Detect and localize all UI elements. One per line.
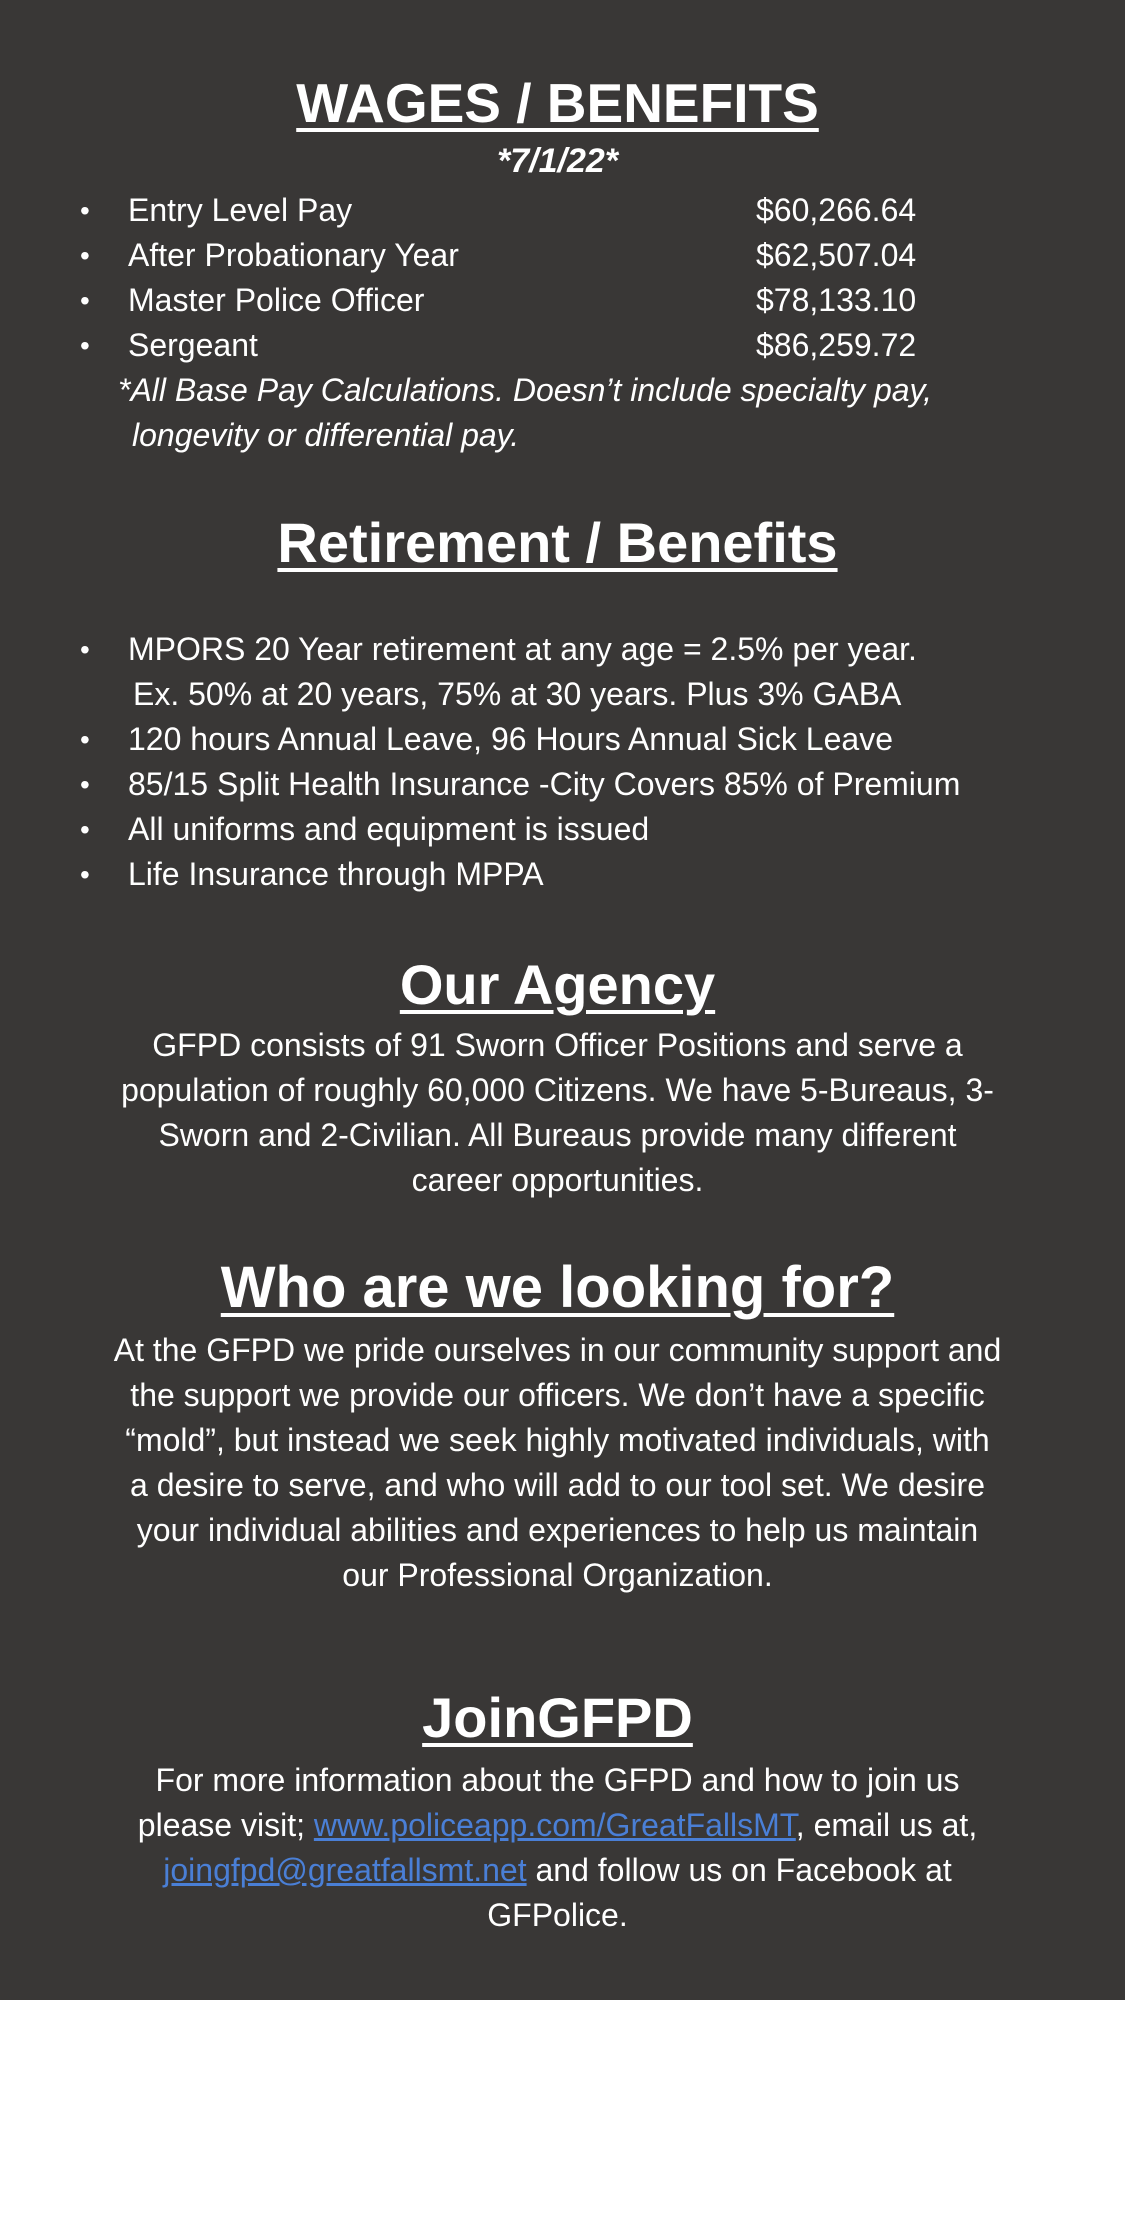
note-line: *All Base Pay Calculations. Doesn’t include specialty pay,	[118, 372, 933, 408]
bullet: •	[80, 195, 90, 226]
join-text: please visit;	[137, 1807, 314, 1843]
join-text: , email us at,	[795, 1807, 978, 1843]
wage-amount: $60,266.64	[756, 192, 917, 228]
paragraph-line: our Professional Organization.	[342, 1557, 773, 1593]
wage-amount: $78,133.10	[756, 282, 917, 318]
email-link[interactable]: joingfpd@greatfallsmt.net	[163, 1852, 527, 1888]
note-line: longevity or differential pay.	[132, 417, 520, 453]
bullet: •	[80, 330, 90, 361]
paragraph-line: GFPD consists of 91 Sworn Officer Positions and serve a	[152, 1027, 963, 1063]
wage-label: Sergeant	[128, 327, 258, 363]
bullet: •	[80, 285, 90, 316]
website-link[interactable]: www.policeapp.com/GreatFallsMT	[313, 1807, 796, 1843]
wage-amount: $62,507.04	[756, 237, 917, 273]
looking-paragraph	[70, 1328, 1045, 1598]
retirement-item-label: 85/15 Split Health Insurance -City Covers 85% of Premium	[128, 766, 961, 802]
paragraph-line: your individual abilities and experiences to help us maintain	[136, 1512, 979, 1548]
retirement-item-label: All uniforms and equipment is issued	[128, 811, 650, 847]
paragraph-line: GFPolice.	[487, 1897, 628, 1933]
bullet: •	[80, 769, 90, 800]
wage-amount: $86,259.72	[756, 327, 917, 363]
wage-row	[0, 278, 1125, 323]
paragraph-line: the support we provide our officers. We don’t have a specific	[130, 1377, 985, 1413]
retirement-heading: Retirement / Benefits	[277, 511, 838, 574]
agency-heading: Our Agency	[399, 953, 716, 1016]
bullet: •	[80, 859, 90, 890]
bullet: •	[80, 634, 90, 665]
retirement-item	[0, 627, 1125, 717]
retirement-item	[0, 717, 1125, 762]
wage-row	[0, 233, 1125, 278]
wage-label: Entry Level Pay	[128, 192, 353, 228]
paragraph-line: career opportunities.	[411, 1162, 704, 1198]
paragraph-line: Sworn and 2-Civilian. All Bureaus provide many different	[158, 1117, 957, 1153]
wage-label: Master Police Officer	[128, 282, 425, 318]
bullet: •	[80, 724, 90, 755]
wage-row	[0, 323, 1125, 368]
paragraph-line: a desire to serve, and who will add to our tool set. We desire	[130, 1467, 985, 1503]
bullet: •	[80, 240, 90, 271]
retirement-item	[0, 807, 1125, 852]
paragraph-line	[70, 1803, 1045, 1848]
paragraph-line: population of roughly 60,000 Citizens. We have 5-Bureaus, 3-	[121, 1072, 994, 1108]
paragraph-line	[70, 1848, 1045, 1893]
retirement-item-label: Life Insurance through MPPA	[128, 856, 544, 892]
base-pay-note	[118, 368, 1078, 458]
join-paragraph	[70, 1758, 1045, 1938]
retirement-item	[0, 852, 1125, 897]
paragraph-line: “mold”, but instead we seek highly motivated individuals, with	[125, 1422, 990, 1458]
retirement-item	[0, 762, 1125, 807]
retirement-item-sub: Ex. 50% at 20 years, 75% at 30 years. Plus 3% GABA	[133, 676, 902, 712]
retirement-item-label: MPORS 20 Year retirement at any age = 2.5% per year.	[128, 631, 917, 667]
wages-heading: WAGES / BENEFITS	[296, 72, 819, 134]
paragraph-line: For more information about the GFPD and how to join us	[155, 1762, 960, 1798]
bullet: •	[80, 814, 90, 845]
join-heading: JoinGFPD	[422, 1686, 693, 1749]
agency-paragraph	[70, 1023, 1045, 1203]
looking-heading: Who are we looking for?	[220, 1255, 895, 1320]
retirement-item-label: 120 hours Annual Leave, 96 Hours Annual Sick Leave	[128, 721, 893, 757]
wage-row	[0, 188, 1125, 233]
join-text: and follow us on Facebook at	[526, 1852, 952, 1888]
wages-date: *7/1/22*	[497, 142, 618, 180]
wage-label: After Probationary Year	[128, 237, 459, 273]
paragraph-line: At the GFPD we pride ourselves in our community support and	[113, 1332, 1002, 1368]
